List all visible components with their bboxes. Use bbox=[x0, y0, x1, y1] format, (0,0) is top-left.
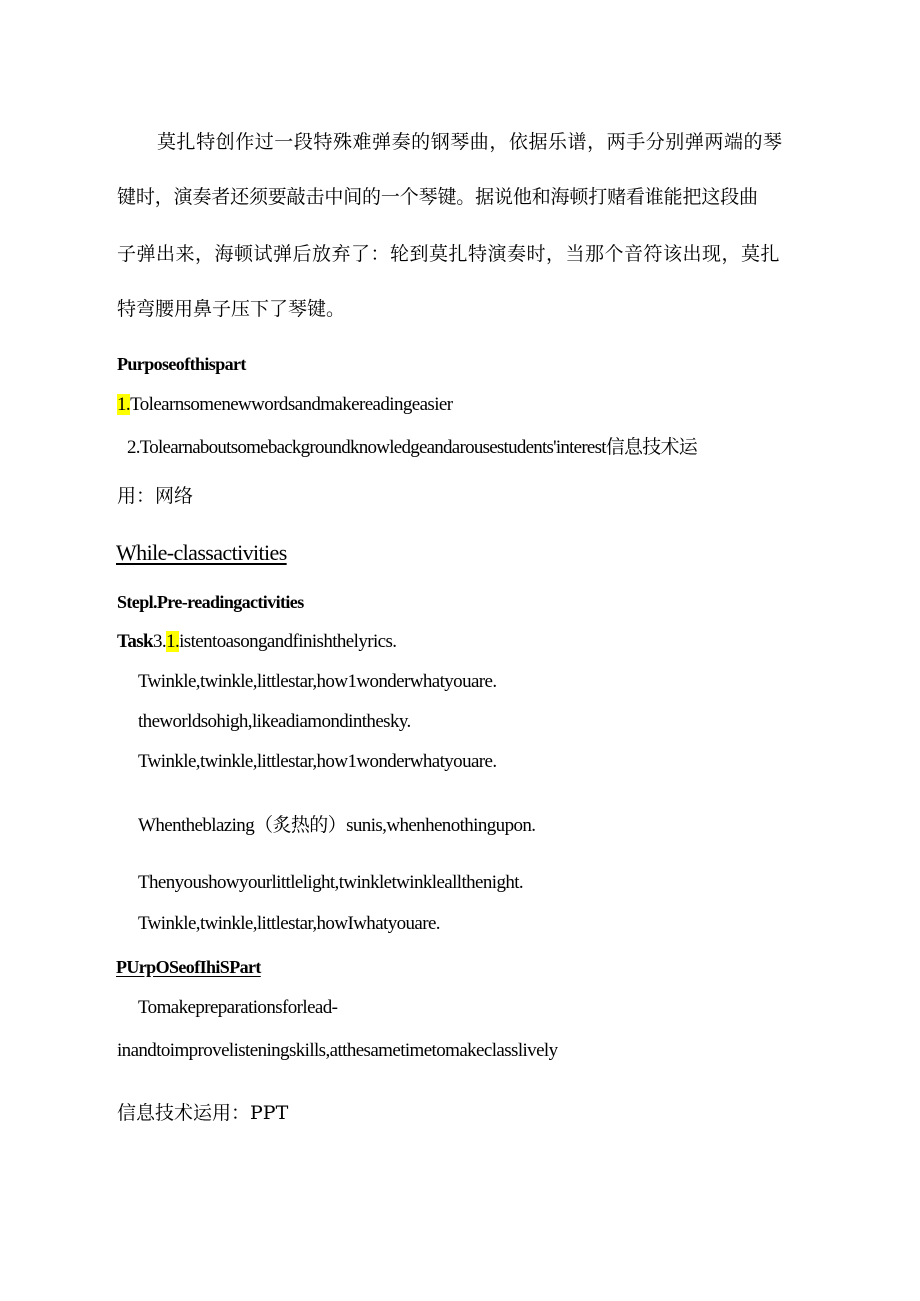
intro-line-3: 子弹出来，海顿试弹后放弃了：轮到莫扎特演奏时，当那个音符该出现，莫扎 bbox=[117, 243, 781, 265]
task-highlight: 1. bbox=[166, 631, 180, 652]
lyric-line-5: Thenyoushowyourlittlelight,twinkletwinkleallthenight. bbox=[138, 872, 524, 893]
lyric-line-2: theworldsohigh,likeadiamondinthesky. bbox=[138, 711, 411, 732]
intro-line-2: 键时，演奏者还须要敲击中间的一个琴键。据说他和海顿打赌看谁能把这段曲 bbox=[117, 186, 758, 208]
step1-heading: Stepl.Pre-readingactivities bbox=[117, 592, 304, 612]
purpose-item-2: 2.Tolearnaboutsomebackgroundknowledgeandarousestudents'interest信息技术运 bbox=[127, 437, 698, 458]
while-class-heading: While-classactivities bbox=[116, 540, 287, 565]
intro-line-4: 特弯腰用鼻子压下了琴键。 bbox=[117, 298, 346, 320]
lyric-line-6: Twinkle,twinkle,littlestar,howIwhatyouare. bbox=[138, 913, 440, 934]
lyric-line-1: Twinkle,twinkle,littlestar,how1wonderwhatyouare. bbox=[138, 671, 497, 692]
purpose-item-1-text: Tolearnsomenewwordsandmakereadingeasier bbox=[130, 394, 453, 415]
purpose-heading: Purposeofthispart bbox=[117, 354, 246, 374]
task-line bbox=[117, 630, 396, 654]
intro-line-1: 莫扎特创作过一段特殊难弹奏的钢琴曲，依据乐谱，两手分别弹两端的琴 bbox=[157, 131, 783, 153]
task-text: istentoasongandfinishthelyrics. bbox=[179, 631, 397, 652]
purpose2-tech: 信息技术运用：PPT bbox=[117, 1102, 289, 1124]
purpose2-text-2: inandtoimprovelisteningskills,atthesametimetomakeclasslively bbox=[117, 1040, 558, 1061]
purpose2-text-1: Tomakepreparationsforlead- bbox=[138, 997, 338, 1018]
purpose-item-1 bbox=[117, 393, 452, 417]
task-number: 3. bbox=[153, 631, 167, 652]
lyric-line-3: Twinkle,twinkle,littlestar,how1wonderwhatyouare. bbox=[138, 751, 497, 772]
highlighted-number: 1. bbox=[117, 394, 131, 415]
task-label: Task bbox=[117, 631, 153, 652]
purpose-item-2-continued: 用：网络 bbox=[117, 485, 194, 507]
lyric-line-4: Whentheblazing（炙热的）sunis,whenhenothingupon. bbox=[138, 815, 536, 836]
purpose2-heading: PUrpOSeofIhiSPart bbox=[116, 957, 261, 977]
